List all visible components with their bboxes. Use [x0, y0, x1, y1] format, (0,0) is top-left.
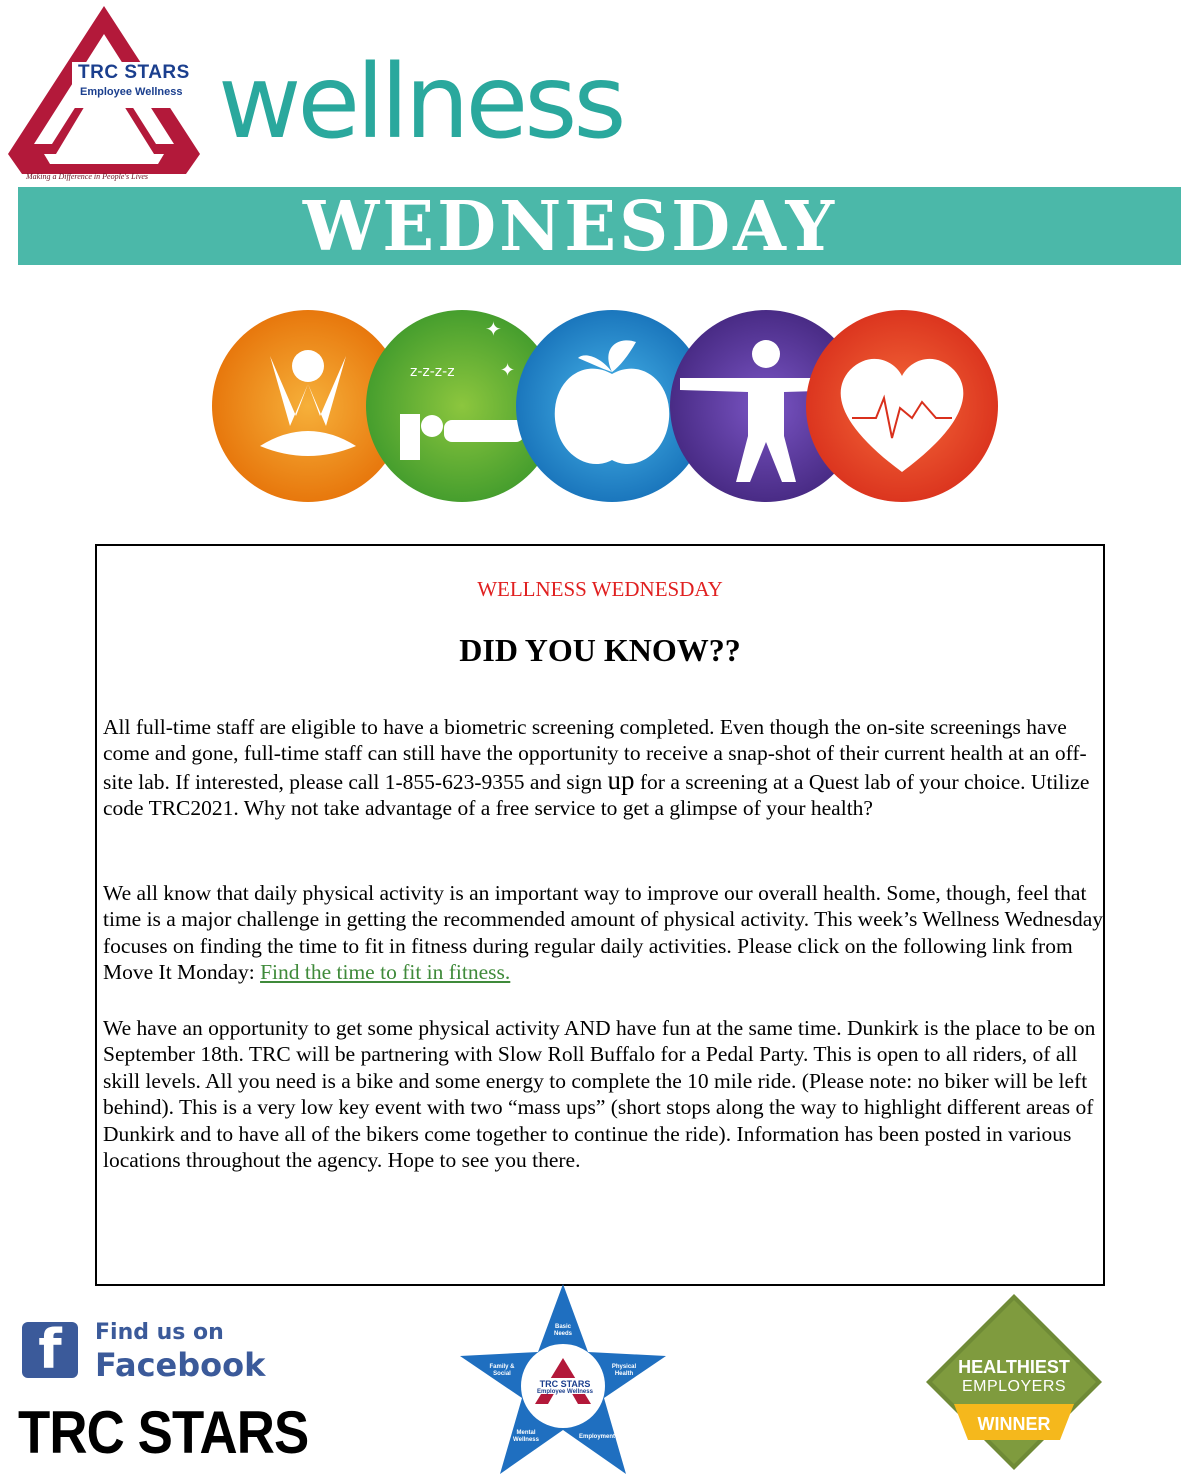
- award-line-1: HEALTHIEST: [958, 1357, 1070, 1377]
- wednesday-title: WEDNESDAY: [302, 187, 838, 267]
- paragraph-activity-text: We all know that daily physical activity is an important way to improve our overall health. Some, though, feel that time is a major challenge in getting the recommended amount of physical activity. This week’s Wellness Wednesday focuses on finding the time to fit in fitness during regular daily activities. Please click on the following link from Move It Monday:: [103, 881, 1104, 985]
- wellness-icons-row: [200, 296, 1000, 516]
- logo-title: TRC STARS: [78, 62, 190, 83]
- svg-text:✦: ✦: [500, 360, 516, 381]
- star-label-basic-needs: Basic Needs: [553, 1324, 572, 1337]
- paragraph-screening-part-1: All full-time staff are eligible to have a biometric screening completed. Even though the on-site screenings have come and gone, full-time staff can still have the opportunity to receive a snap-shot of their current health at an off-site lab. If interested, please call 1-855-623-9355 and sign: [103, 715, 1087, 794]
- star-label-mental-wellness: Mental Wellness: [513, 1430, 539, 1443]
- paragraph-screening: [103, 714, 1103, 822]
- trc-stars-footer-text: TRC STARS: [18, 1399, 309, 1466]
- svg-text:✦: ✦: [485, 317, 502, 341]
- facebook-label[interactable]: Facebook: [95, 1346, 266, 1384]
- star-label-employment: Employment: [578, 1434, 615, 1440]
- star-label-physical-health: Physical Health: [611, 1364, 637, 1377]
- paragraph-screening-part-2: for a screening at a Quest lab of your choice. Utilize code TRC2021. Why not take advantage of a free service to get a glimpse of your health?: [103, 769, 1090, 821]
- award-line-2: EMPLOYERS: [961, 1378, 1067, 1395]
- award-line-3: WINNER: [977, 1414, 1051, 1434]
- heart-icon: [806, 310, 998, 502]
- wellness-title: wellness: [218, 43, 623, 162]
- paragraph-activity: [103, 880, 1103, 986]
- logo-subtitle: Employee Wellness: [80, 86, 183, 98]
- star-label-family-social: Family & Social: [489, 1364, 515, 1377]
- star-center-subtitle: Employee Wellness: [537, 1389, 593, 1395]
- logo-tagline: Making a Difference in People's Lives: [26, 172, 149, 181]
- section-kicker: WELLNESS WEDNESDAY: [477, 577, 723, 601]
- fit-in-fitness-link[interactable]: Find the time to fit in fitness.: [260, 960, 511, 985]
- facebook-find-us: Find us on: [95, 1320, 224, 1345]
- section-heading: DID YOU KNOW??: [459, 632, 741, 668]
- star-center-title: TRC STARS: [539, 1379, 591, 1389]
- paragraph-pedal-party: We have an opportunity to get some physical activity AND have fun at the same time. Dunkirk is the place to be on September 18th. TRC will be partnering with Slow Roll Buffalo for a Pedal Party. This is open to all riders, of all skill levels. All you need is a bike and some energy to complete the 10 mile ride. (Please note: no biker will be left behind). This is a very low key event with two “mass ups” (short stops along the way to highlight different areas of Dunkirk and to have all of the bikers come together to continue the ride). Information has been posted in various locations throughout the agency. Hope to see you there.: [103, 1016, 1096, 1173]
- paragraph-screening-up: up: [607, 764, 635, 795]
- svg-text:z-z-z-z: z-z-z-z: [410, 364, 455, 380]
- stars-emblem: [458, 1282, 668, 1476]
- facebook-f-glyph: f: [38, 1318, 62, 1381]
